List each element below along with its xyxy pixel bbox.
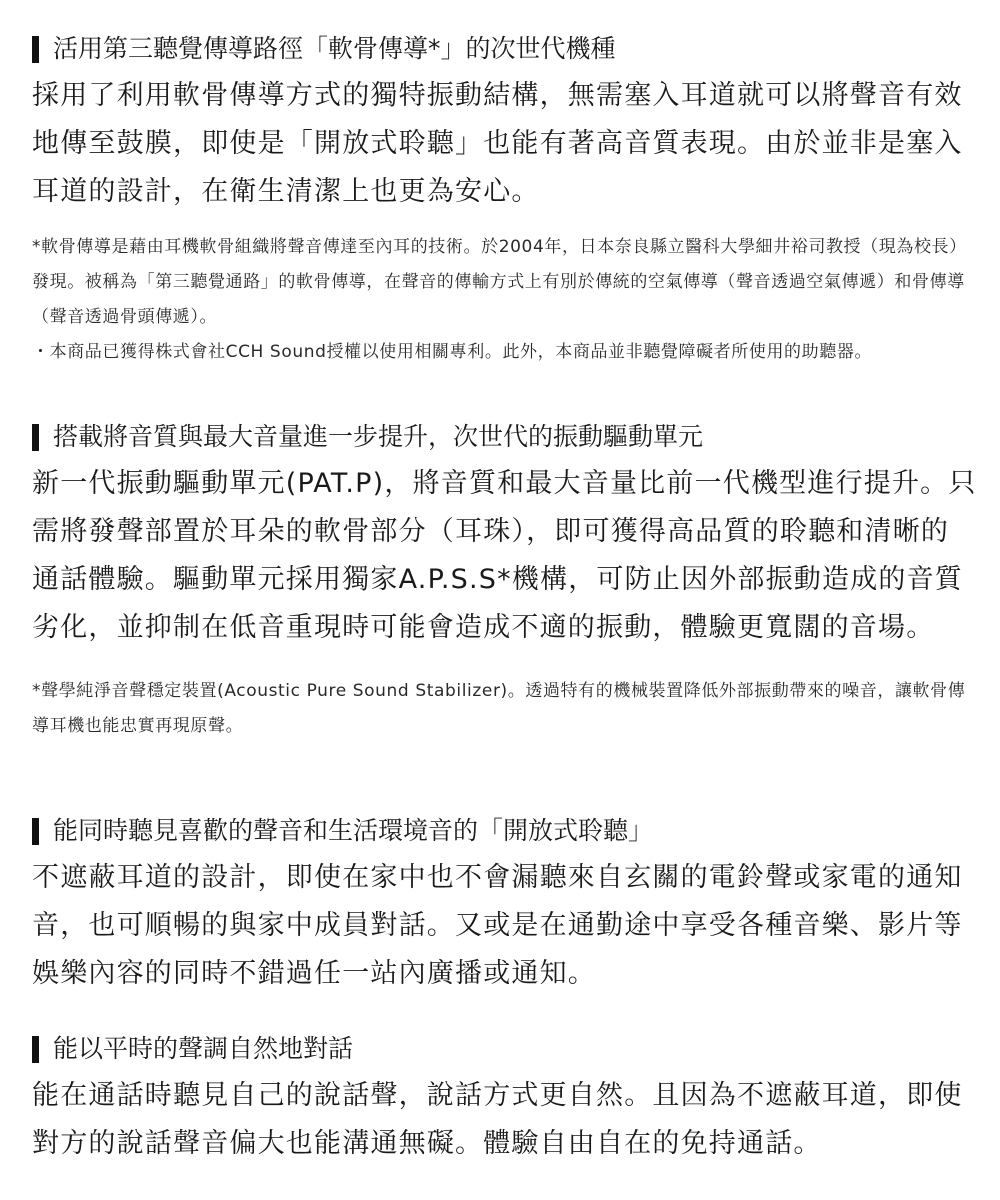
footnote: ・本商品已獲得株式會社CCH Sound授權以使用相關專利。此外，本商品並非聽覺障礙者所使用的助聽器。 bbox=[32, 342, 873, 362]
feature-section-open-listening bbox=[32, 812, 977, 998]
heading-bar-marker bbox=[32, 36, 39, 63]
footnote: *聲學純淨音聲穩定裝置(Acoustic Pure Sound Stabilizer)。透過特有的機械裝置降低外部振動帶來的噪音，讓軟骨傳導耳機也能忠實再現原聲。 bbox=[32, 681, 966, 736]
feature-section-natural-calls bbox=[32, 1030, 977, 1168]
section-heading bbox=[32, 30, 977, 68]
section-heading-text: 活用第三聽覺傳導路徑「軟骨傳導*」的次世代機種 bbox=[53, 34, 616, 63]
heading-bar-marker bbox=[32, 424, 39, 451]
footnotes bbox=[32, 674, 977, 744]
section-heading bbox=[32, 1030, 977, 1068]
feature-section-driver-unit bbox=[32, 418, 977, 744]
heading-bar-marker bbox=[32, 818, 39, 845]
footnote: *軟骨傳導是藉由耳機軟骨組織將聲音傳達至內耳的技術。於2004年，日本奈良縣立醫科大學細井裕司教授（現為校長）發現。被稱為「第三聽覺通路」的軟骨傳導，在聲音的傳輸方式上有別於傳統的空氣傳導（聲音透過空氣傳遞）和骨傳導（聲音透過骨頭傳遞）。 bbox=[32, 237, 967, 327]
section-heading bbox=[32, 812, 977, 850]
feature-section-cartilage-conduction bbox=[32, 30, 977, 370]
footnotes bbox=[32, 230, 977, 370]
section-body: 採用了利用軟骨傳導方式的獨特振動結構，無需塞入耳道就可以將聲音有效地傳至鼓膜，即使是「開放式聆聽」也能有著高音質表現。由於並非是塞入耳道的設計，在衛生清潔上也更為安心。 bbox=[32, 80, 963, 207]
section-heading-text: 能以平時的聲調自然地對話 bbox=[53, 1034, 354, 1063]
section-body: 不遮蔽耳道的設計，即使在家中也不會漏聽來自玄關的電鈴聲或家電的通知音，也可順暢的與家中成員對話。又或是在通勤途中享受各種音樂、影片等娛樂內容的同時不錯過任一站內廣播或通知。 bbox=[32, 862, 963, 989]
section-body: 能在通話時聽見自己的說話聲，說話方式更自然。且因為不遮蔽耳道，即使對方的說話聲音偏大也能溝通無礙。體驗自由自在的免持通話。 bbox=[32, 1080, 963, 1159]
heading-bar-marker bbox=[32, 1036, 39, 1063]
section-body: 新一代振動驅動單元(PAT.P)，將音質和最大音量比前一代機型進行提升。只需將發聲部置於耳朵的軟骨部分（耳珠），即可獲得高品質的聆聽和清晰的通話體驗。驅動單元採用獨家A.P.S.S*機構，可防止因外部振動造成的音質劣化，並抑制在低音重現時可能會造成不適的振動，體驗更寬闊的音場。 bbox=[32, 468, 977, 643]
section-heading-text: 能同時聽見喜歡的聲音和生活環境音的「開放式聆聽」 bbox=[53, 816, 654, 845]
section-heading bbox=[32, 418, 977, 456]
section-heading-text: 搭載將音質與最大音量進一步提升，次世代的振動驅動單元 bbox=[53, 422, 704, 451]
